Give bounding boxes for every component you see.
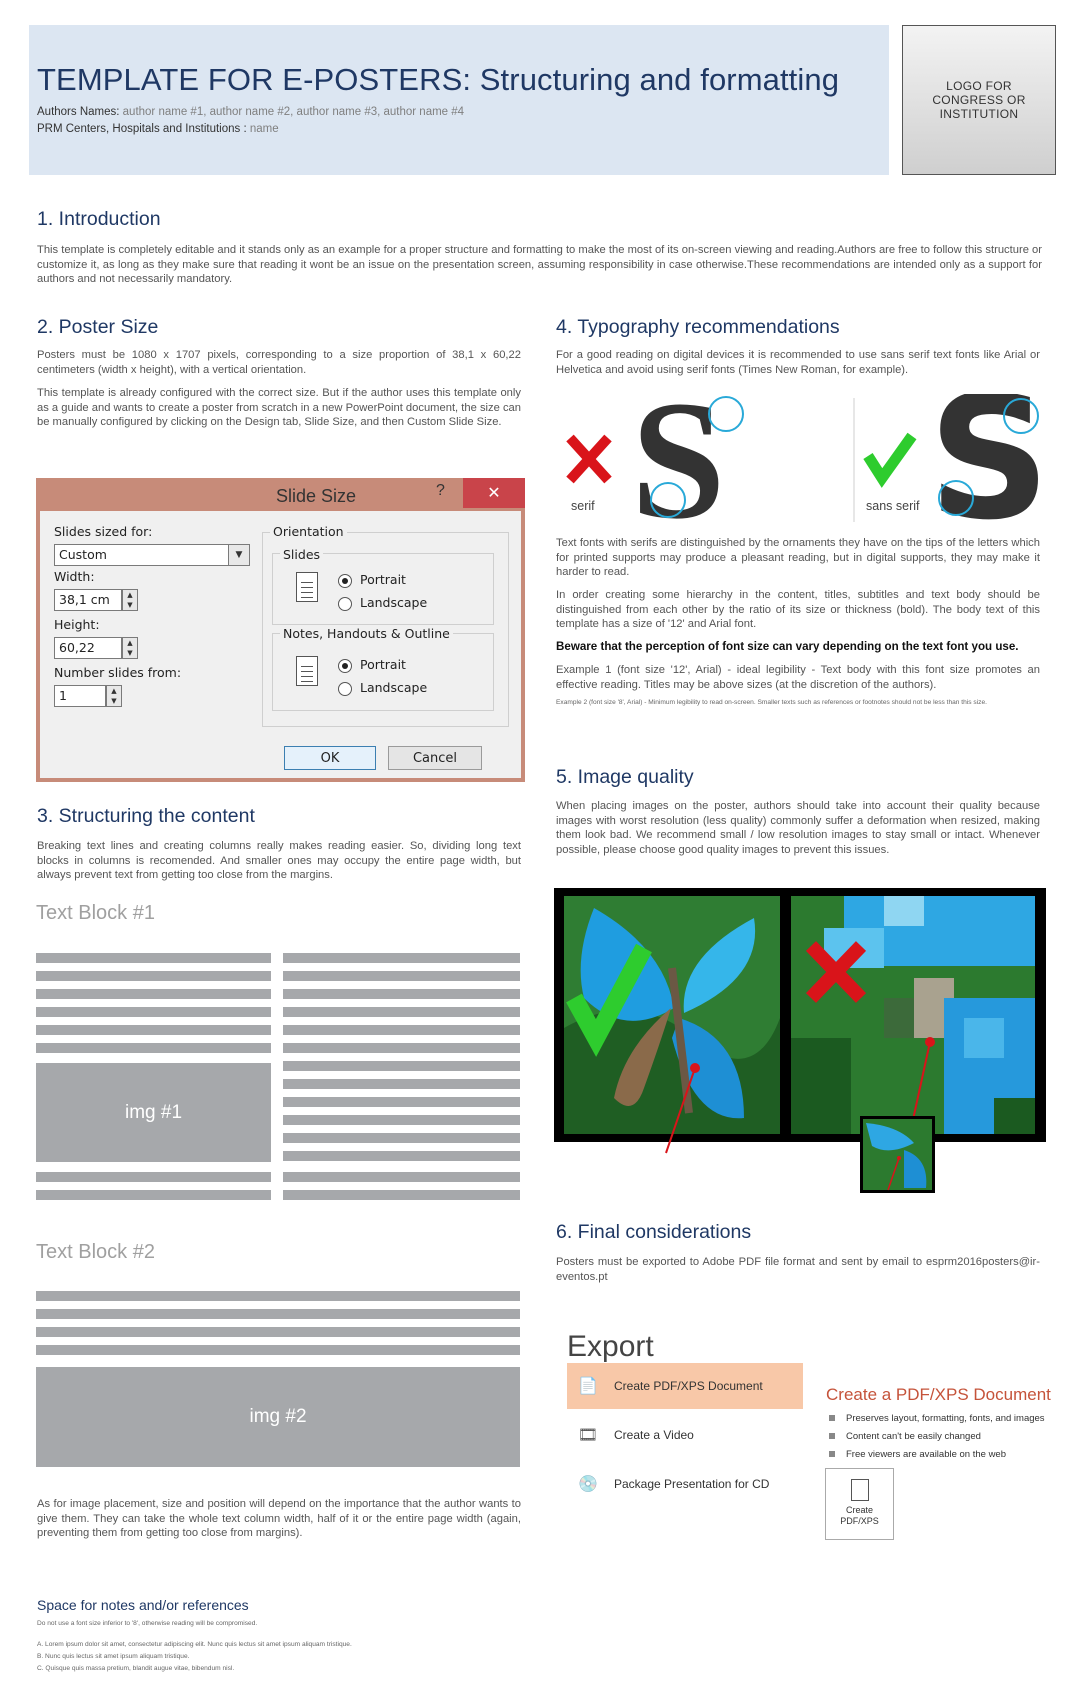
width-input[interactable] <box>54 589 122 611</box>
text-line <box>283 1172 520 1182</box>
close-glyph: ✕ <box>487 485 501 502</box>
package-cd-label: Package Presentation for CD <box>614 1477 770 1491</box>
create-pdf-xps-button-label: Create PDF/XPS <box>840 1505 879 1526</box>
text-line <box>283 1079 520 1089</box>
typography-example-1: Example 1 (font size '12', Arial) - ideal legibility - Text body with this font size promotes an effective reading. Titles may be above sizes (at the discretion of the authors). <box>556 664 1040 691</box>
slides-portrait-radio[interactable] <box>338 574 352 588</box>
slide-size-dialog <box>36 478 525 782</box>
sized-for-select[interactable] <box>54 544 250 566</box>
notes-portrait-label: Portrait <box>360 657 406 672</box>
centers-value: name <box>249 123 279 135</box>
serif-label: serif <box>571 499 595 513</box>
dialog-title: Slide Size <box>276 486 357 506</box>
text-line <box>283 1097 520 1107</box>
poster-size-heading: 2. Poster Size <box>37 316 159 338</box>
logo-text: LOGO FOR CONGRESS OR INSTITUTION <box>932 79 1026 121</box>
image-placement-text: As for image placement, size and position will depend on the importance that the author wants to give them. They can take the whole text column width, half of it or the entire page width (again, preventing them from getting too close from margins). <box>37 1498 521 1539</box>
logo-placeholder <box>902 25 1056 175</box>
document-icon <box>296 572 318 602</box>
text-block-2-title: Text Block #2 <box>36 1241 155 1263</box>
sans-letter: S <box>928 394 1046 526</box>
text-line <box>283 1115 520 1125</box>
notes-heading: Space for notes and/or references <box>37 1597 249 1613</box>
text-line <box>36 1291 520 1301</box>
text-line <box>36 1025 271 1035</box>
height-spinner[interactable]: ▲ ▼ <box>122 637 138 659</box>
text-line <box>36 1043 271 1053</box>
authors-line <box>37 106 464 118</box>
orientation-label: Orientation <box>270 524 347 539</box>
sized-for-label: Slides sized for: <box>54 524 153 539</box>
create-pdf-xps-button[interactable] <box>825 1468 894 1540</box>
final-heading: 6. Final considerations <box>556 1221 752 1243</box>
serif-letter: S <box>631 394 726 526</box>
text-line <box>283 1190 520 1200</box>
text-line <box>283 1043 520 1053</box>
height-input[interactable] <box>54 637 122 659</box>
height-value: 60,22 <box>59 640 95 655</box>
slides-landscape-radio[interactable] <box>338 597 352 611</box>
text-line <box>283 971 520 981</box>
cancel-button[interactable]: Cancel <box>388 746 482 770</box>
intro-text: This template is completely editable and it stands only as an example for a proper structure and formatting to make the most of its on-screen viewing and reading.Authors are free to follow this structure or customize it, as long as they make sure that reading it wont be an issue on the presentation screen, assuming responsibility in case otherwise.These recommendations are intended only as a support for authors and not necessarily mandatory. <box>37 244 1042 285</box>
reference-item: B. Nunc quis lectus sit amet ipsum aliquam tristique. <box>37 1653 190 1660</box>
chevron-down-icon[interactable]: ▼ <box>228 544 250 566</box>
image-placeholder-2: img #2 <box>36 1367 520 1467</box>
pdf-document-icon: 📄 <box>578 1378 598 1395</box>
pdf-xps-heading: Create a PDF/XPS Document <box>826 1385 1051 1404</box>
intro-heading: 1. Introduction <box>37 208 161 230</box>
image-quality-heading: 5. Image quality <box>556 766 694 788</box>
sized-for-value: Custom <box>59 547 107 562</box>
typography-text-1: For a good reading on digital devices it is recommended to use sans serif text fonts like Arial or Helvetica and avoid using serif fonts (Times New Roman, for example). <box>556 349 1040 376</box>
text-line <box>283 953 520 963</box>
pdf-point: Free viewers are available on the web <box>829 1449 1006 1460</box>
number-slides-label: Number slides from: <box>54 665 182 680</box>
video-icon: 🎞 <box>577 1427 599 1444</box>
text-line <box>283 1151 520 1161</box>
text-line <box>36 989 271 999</box>
good-quality-image <box>564 896 780 1153</box>
text-line <box>36 1327 520 1337</box>
text-line <box>36 1345 520 1355</box>
authors-label: Authors Names: <box>37 106 120 118</box>
typography-heading: 4. Typography recommendations <box>556 316 840 338</box>
authors-value: author name #1, author name #2, author name #3, author name #4 <box>122 106 465 118</box>
centers-line <box>37 123 279 135</box>
notes-landscape-radio[interactable] <box>338 682 352 696</box>
create-pdf-xps-label: Create PDF/XPS Document <box>614 1379 763 1393</box>
text-line <box>283 1007 520 1017</box>
width-spinner[interactable]: ▲ ▼ <box>122 589 138 611</box>
final-text: Posters must be exported to Adobe PDF file format and sent by email to esprm2016posters@ir-eventos.pt <box>556 1256 1040 1283</box>
number-slides-value: 1 <box>59 688 67 703</box>
poster-size-text-1: Posters must be 1080 x 1707 pixels, corresponding to a size proportion of 38,1 x 60,22 centimeters (width x height), with a vertical orientation. <box>37 349 521 376</box>
create-video-label: Create a Video <box>614 1428 694 1442</box>
text-block-1-title: Text Block #1 <box>36 902 155 924</box>
image-quality-figure <box>554 888 1046 1193</box>
small-thumbnail-image <box>860 1116 935 1193</box>
package-cd-item[interactable] <box>567 1461 803 1507</box>
poster-title <box>37 62 839 98</box>
slides-label: Slides <box>280 547 323 562</box>
height-label: Height: <box>54 617 100 632</box>
typography-example-2: Example 2 (font size '8', Arial) - Minimum legibility to read on-screen. Smaller texts such as references or footnotes should not be less than this size. <box>556 699 987 706</box>
sans-serif-label: sans serif <box>866 499 920 513</box>
create-pdf-xps-item[interactable] <box>567 1363 803 1409</box>
pdf-file-icon <box>851 1479 869 1501</box>
low-quality-image <box>791 896 1035 1138</box>
image-quality-svg <box>554 888 1046 1193</box>
cross-icon <box>570 438 608 480</box>
text-line <box>283 1025 520 1035</box>
image-placeholder-1: img #1 <box>36 1063 271 1162</box>
structuring-heading: 3. Structuring the content <box>37 805 255 827</box>
reference-item: A. Lorem ipsum dolor sit amet, consectetur adipiscing elit. Nunc quis lectus sit amet ipsum aliquam tristique. <box>37 1641 352 1648</box>
text-line <box>36 1190 271 1200</box>
text-line <box>36 1172 271 1182</box>
document-icon <box>296 656 318 686</box>
text-line <box>36 1309 520 1319</box>
width-label: Width: <box>54 569 95 584</box>
notes-landscape-label: Landscape <box>360 680 428 695</box>
cd-icon: 💿 <box>578 1476 598 1493</box>
text-line <box>36 971 271 981</box>
help-icon[interactable]: ? <box>436 482 445 499</box>
text-line <box>283 989 520 999</box>
title-sub: Structuring and formatting <box>479 62 840 97</box>
slides-landscape-label: Landscape <box>360 595 428 610</box>
dialog-body <box>40 511 521 778</box>
poster-size-text-2: This template is already configured with the correct size. But if the author uses this template only as a guide and wants to create a poster from scratch in a new PowerPoint document, the size can be manually configured by clicking on the Design tab, Slide Size, and then Custom Slide Size. <box>37 387 521 428</box>
number-slides-input[interactable] <box>54 685 106 707</box>
header-banner <box>29 25 889 175</box>
notes-label: Notes, Handouts & Outline <box>280 626 453 641</box>
title-main: TEMPLATE FOR E-POSTERS: <box>37 62 472 97</box>
font-comparison-figure <box>556 394 1046 526</box>
text-line <box>283 1133 520 1143</box>
width-value: 38,1 cm <box>59 592 110 607</box>
number-slides-spinner[interactable]: ▲ ▼ <box>106 685 122 707</box>
create-video-item[interactable] <box>567 1412 803 1458</box>
typography-text-2: Text fonts with serifs are distinguished by the ornaments they have on the tips of the letters which for printed supports may produce a pleasant reading, but in digital supports, they may make it harder to read. <box>556 537 1040 578</box>
reference-item: C. Quisque quis massa pretium, blandit augue vitae, bibendum nisl. <box>37 1665 235 1672</box>
ok-button[interactable]: OK <box>284 746 376 770</box>
export-title: Export <box>567 1330 654 1363</box>
check-icon <box>868 436 912 478</box>
font-comparison-svg <box>556 394 1046 526</box>
typography-bold-note: Beware that the perception of font size can vary depending on the text font you use. <box>556 640 1019 653</box>
pdf-point: Preserves layout, formatting, fonts, and images <box>829 1413 1045 1424</box>
typography-text-3: In order creating some hierarchy in the content, titles, subtitles and text body should be distinguished from each other by the ratio of its size or thickness (bold). The body text of this template has a size of '12' and Arial font. <box>556 589 1040 630</box>
structuring-text: Breaking text lines and creating columns really makes reading easier. So, dividing long text blocks in columns is recomended. And smaller ones may occupy the entire page width, but always prevent text from getting too close from the margins. <box>37 840 521 881</box>
notes-warning: Do not use a font size inferior to '8', otherwise reading will be compromised. <box>37 1620 258 1627</box>
notes-portrait-radio[interactable] <box>338 659 352 673</box>
text-line <box>36 953 271 963</box>
close-icon[interactable] <box>463 478 525 508</box>
pdf-point: Content can't be easily changed <box>829 1431 981 1442</box>
text-line <box>283 1061 520 1071</box>
image-quality-text: When placing images on the poster, authors should take into account their quality because images with worst resolution (less quality) commonly suffer a deformation when resized, making them look bad. We recommend small / low resolution images to stay small or intact. Whenever possible, please choose good quality images to prevent this issues. <box>556 800 1040 856</box>
slides-portrait-label: Portrait <box>360 572 406 587</box>
text-line <box>36 1007 271 1017</box>
centers-label: PRM Centers, Hospitals and Institutions : <box>37 123 247 135</box>
